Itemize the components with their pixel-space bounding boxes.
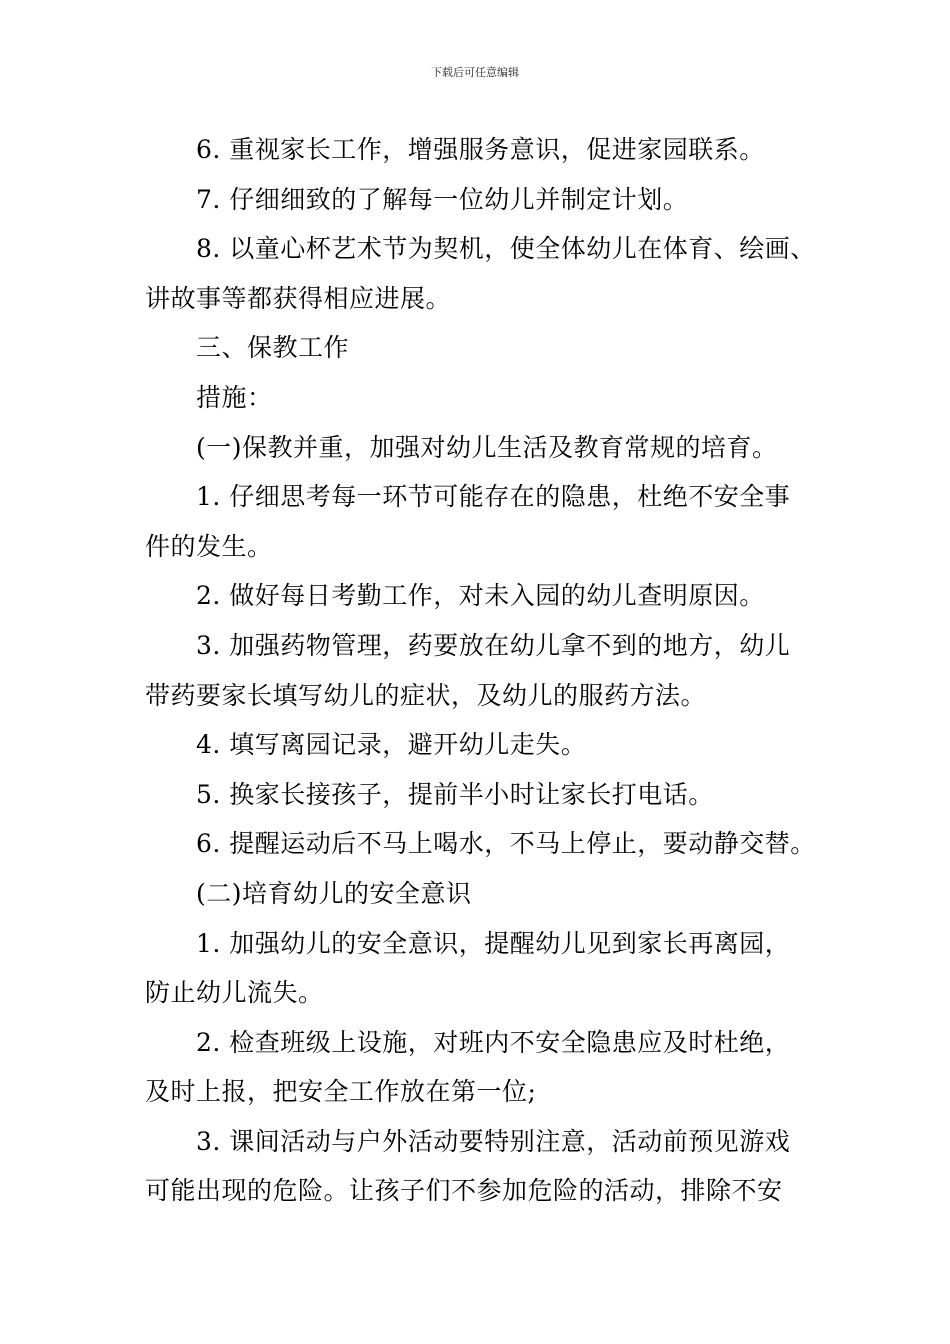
text-line: 3. 加强药物管理，药要放在幼儿拿不到的地方，幼儿 [196, 630, 791, 660]
text-line: 6. 提醒运动后不马上喝水，不马上停止，要动静交替。 [196, 829, 816, 859]
text-line: 6. 重视家长工作，增强服务意识，促进家园联系。 [196, 135, 765, 164]
document-body [145, 125, 825, 1216]
subsection-heading: (一)保教并重，加强对幼儿生活及教育常规的培育。 [196, 432, 778, 462]
text-line: 讲故事等都获得相应进展。 [145, 283, 452, 313]
text-line: 措施： [196, 382, 273, 412]
text-line: 可能出现的危险。让孩子们不参加危险的活动，排除不安 [145, 1176, 783, 1206]
text-line: 带药要家长填写幼儿的症状，及幼儿的服药方法。 [145, 680, 707, 710]
text-line: 3. 课间活动与户外活动要特别注意，活动前预见游戏 [196, 1126, 791, 1156]
text-line: 及时上报，把安全工作放在第一位; [145, 1077, 537, 1107]
text-line: 2. 检查班级上设施，对班内不安全隐患应及时杜绝， [196, 1027, 791, 1057]
page-header: 下载后可任意编辑 [431, 66, 519, 79]
text-line: 防止幼儿流失。 [145, 978, 324, 1008]
text-line: 7. 仔细细致的了解每一位幼儿并制定计划。 [196, 184, 689, 214]
text-line: 件的发生。 [145, 531, 273, 561]
text-line: 2. 做好每日考勤工作，对未入园的幼儿查明原因。 [196, 581, 765, 611]
subsection-heading: (二)培育幼儿的安全意识 [196, 878, 472, 908]
text-line: 1. 仔细思考每一环节可能存在的隐患，杜绝不安全事 [196, 482, 791, 512]
text-line: 8. 以童心杯艺术节为契机，使全体幼儿在体育、绘画、 [196, 234, 816, 264]
text-line: 1. 加强幼儿的安全意识，提醒幼儿见到家长再离园， [196, 928, 791, 958]
text-line: 5. 换家长接孩子，提前半小时让家长打电话。 [196, 779, 714, 809]
text-line: 4. 填写离园记录，避开幼儿走失。 [196, 730, 587, 760]
section-heading: 三、保教工作 [196, 333, 350, 363]
